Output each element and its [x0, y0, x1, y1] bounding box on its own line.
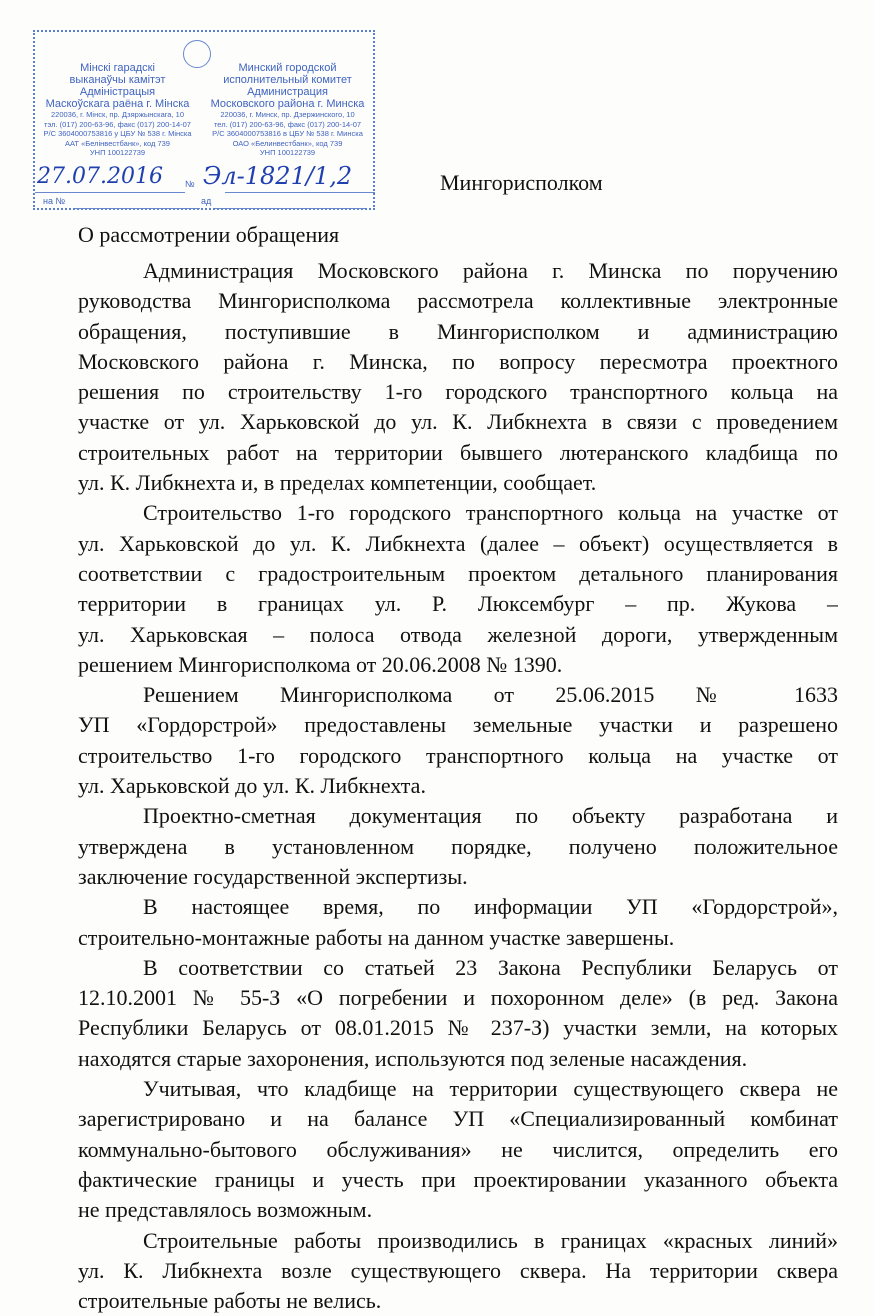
text-line: решения по строительству 1-го городского транспортного кольца на — [78, 377, 838, 407]
stamp-line: исполнительный комитет — [205, 74, 370, 86]
text-line: Решением Мингорисполкома от 25.06.2015 № 1633 — [78, 680, 838, 710]
text-line: УП «Гордорстрой» предоставлены земельные участки и разрешено — [78, 710, 838, 740]
text-line: территории в границах ул. Р. Люксембург – пр. Жукова – — [78, 589, 838, 619]
stamp-line: 220036, г. Мінск, пр. Дзяржынскага, 10 — [35, 110, 200, 120]
text-line: фактические границы и учесть при проектировании указанного объекта — [78, 1165, 838, 1195]
addressee: Мингорисполком — [440, 170, 603, 196]
text-line: строительных работ на территории бывшего лютеранского кладбища по — [78, 438, 838, 468]
text-line: В настоящее время, по информации УП «Гордорстрой», — [78, 892, 838, 922]
paragraph — [78, 1074, 838, 1225]
text-line: заключение государственной экспертизы. — [78, 862, 838, 892]
paragraph — [78, 680, 838, 801]
stamp-line: Р/С 3604000753816 у ЦБУ № 538 г. Мінска — [35, 129, 200, 139]
text-line: 12.10.2001 № 55-З «О погребении и похоронном деле» (в ред. Закона — [78, 983, 838, 1013]
text-line: руководства Мингорисполкома рассмотрела коллективные электронные — [78, 286, 838, 316]
stamp-line: тэл. (017) 200-63-96, факс (017) 200-14-07 — [35, 120, 200, 130]
paragraph — [78, 256, 838, 498]
text-line: строительство 1-го городского транспортного кольца на участке от — [78, 741, 838, 771]
stamp-line: ААТ «Белінвестбанк», код 739 — [35, 139, 200, 149]
text-line: зарегистрировано и на балансе УП «Специализированный комбинат — [78, 1104, 838, 1134]
text-line: участке от ул. Харьковской до ул. К. Либкнехта в связи с проведением — [78, 407, 838, 437]
text-line: строительно-монтажные работы на данном участке завершены. — [78, 923, 838, 953]
text-line: строительные работы не велись. — [78, 1286, 838, 1316]
handwritten-number: Эл-1821/1,2 — [203, 162, 352, 190]
stamp-line: Московского района г. Минска — [205, 98, 370, 110]
text-line: не представлялось возможным. — [78, 1195, 838, 1225]
stamp-line: Маскоўскага раёна г. Мінска — [35, 98, 200, 110]
text-line: Московского района г. Минска, по вопросу пересмотра проектного — [78, 347, 838, 377]
text-line: утверждена в установленном порядке, получено положительное — [78, 832, 838, 862]
paragraph — [78, 953, 838, 1074]
text-line: Строительные работы производились в границах «красных линий» — [78, 1226, 838, 1256]
stamp-line: ОАО «Белинвестбанк», код 739 — [205, 139, 370, 149]
registration-stamp — [33, 30, 375, 210]
paragraph — [78, 498, 838, 680]
text-line: решением Мингорисполкома от 20.06.2008 № 1390. — [78, 650, 838, 680]
text-line: ул. К. Либкнехта и, в пределах компетенции, сообщает. — [78, 468, 838, 498]
stamp-line: Р/С 3604000753816 в ЦБУ № 538 г. Минска — [205, 129, 370, 139]
text-line: Проектно-сметная документация по объекту разработана и — [78, 801, 838, 831]
stamp-left-column — [35, 62, 200, 158]
stamp-line: Мінскі гарадскі — [35, 62, 200, 74]
text-line: Строительство 1-го городского транспортного кольца на участке от — [78, 498, 838, 528]
text-line: ул. Харьковской до ул. К. Либкнехта. — [78, 771, 838, 801]
text-line: ул. К. Либкнехта возле существующего сквера. На территории сквера — [78, 1256, 838, 1286]
stamp-line: Администрация — [205, 86, 370, 98]
number-label: № — [185, 179, 195, 189]
subject-line: О рассмотрении обращения — [78, 222, 339, 248]
paragraph — [78, 892, 838, 953]
stamp-line: 220036, г. Минск, пр. Дзержинского, 10 — [205, 110, 370, 120]
stamp-right-column — [205, 62, 370, 158]
stamp-line: УНП 100122739 — [205, 148, 370, 158]
stamp-line: выканаўчы камітэт — [35, 74, 200, 86]
text-line: В соответствии со статьей 23 Закона Республики Беларусь от — [78, 953, 838, 983]
handwritten-date: 27.07.2016 — [37, 164, 163, 189]
text-line: Учитывая, что кладбище на территории существующего сквера не — [78, 1074, 838, 1104]
text-line: коммунально-бытового обслуживания» не числится, определить его — [78, 1135, 838, 1165]
letter-body — [78, 256, 838, 1316]
stamp-line: Минский городской — [205, 62, 370, 74]
text-line: находятся старые захоронения, используются под зеленые насаждения. — [78, 1044, 838, 1074]
text-line: обращения, поступившие в Мингорисполком и администрацию — [78, 317, 838, 347]
paragraph — [78, 801, 838, 892]
stamp-line: тел. (017) 200-63-96, факс (017) 200-14-07 — [205, 120, 370, 130]
stamp-line: Адміністрацыя — [35, 86, 200, 98]
stamp-line: УНП 100122739 — [35, 148, 200, 158]
text-line: соответствии с градостроительным проектом детального планирования — [78, 559, 838, 589]
text-line: ул. Харьковской до ул. К. Либкнехта (далее – объект) осуществляется в — [78, 529, 838, 559]
paragraph — [78, 1226, 838, 1316]
from-label: ад — [201, 196, 211, 206]
reference-label: на № — [43, 196, 65, 206]
text-line: ул. Харьковская – полоса отвода железной дороги, утвержденным — [78, 620, 838, 650]
text-line: Республики Беларусь от 08.01.2015 № 237-З) участки земли, на которых — [78, 1013, 838, 1043]
text-line: Администрация Московского района г. Минска по поручению — [78, 256, 838, 286]
